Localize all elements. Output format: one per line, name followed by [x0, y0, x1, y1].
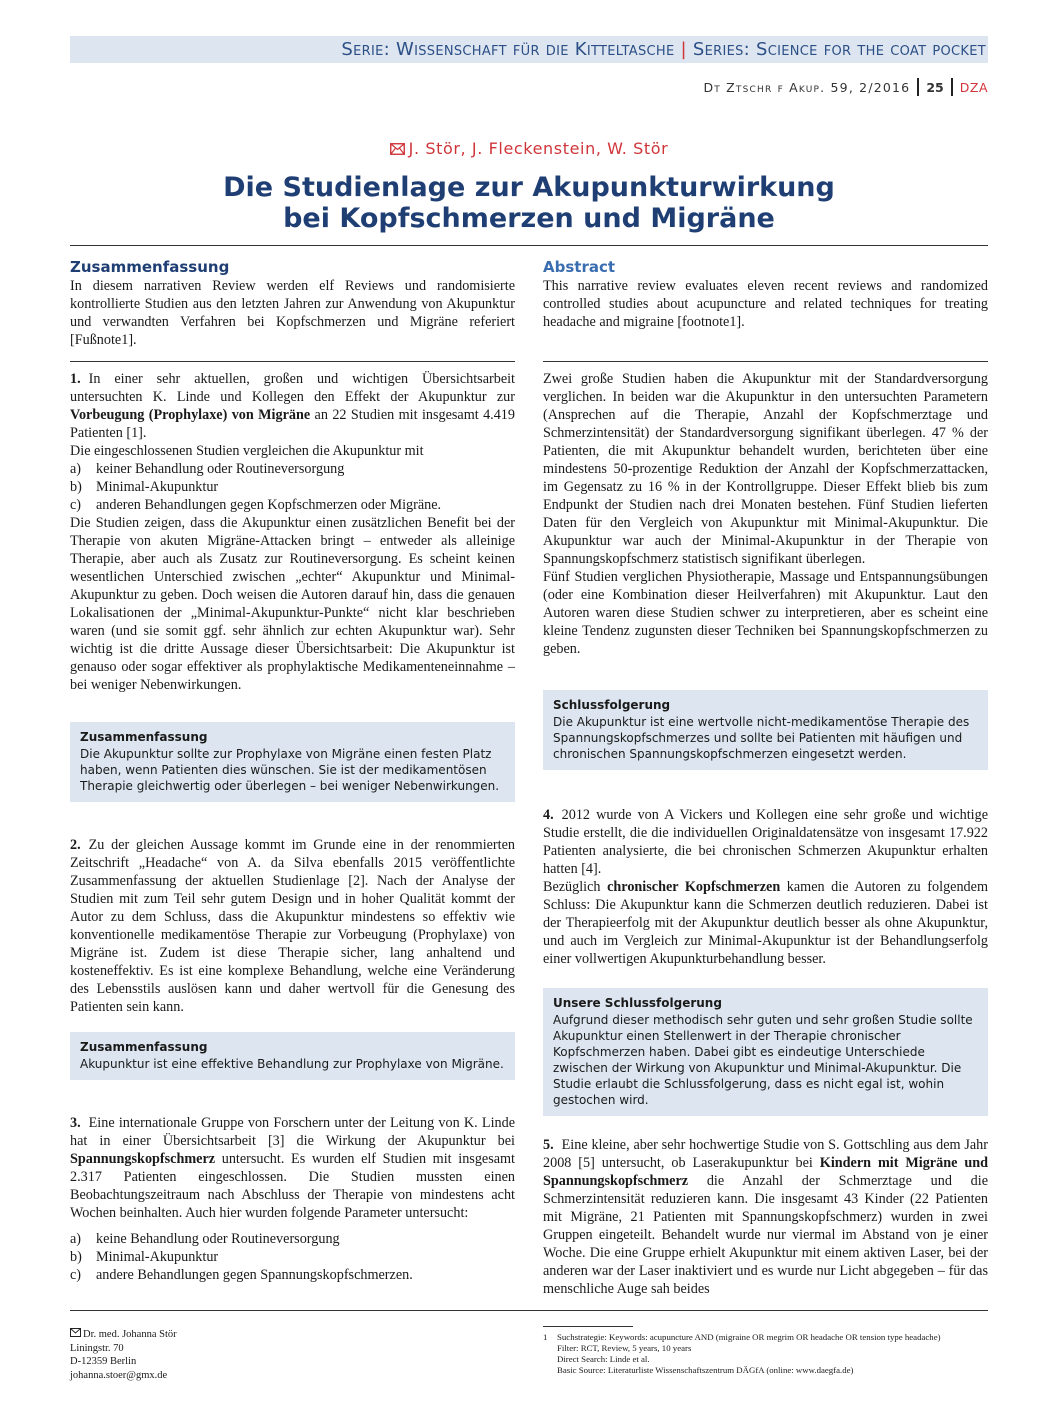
divider [951, 78, 953, 96]
abstract-de-text: In diesem narrativen Review werden elf Reviews und randomisierte kontrollierte Studien aus den letzten Jahren zur Anwendung von Akupunktur und verwandten Verfahren bei Kopfschmerzen und Migräne referiert [Fußnote1]. [70, 278, 515, 348]
title-line: bei Kopfschmerzen und Migräne [283, 203, 775, 234]
footnote-text: Direct Search: Linde et al. [557, 1354, 650, 1364]
series-title-de: Serie: Wissenschaft für die Kitteltasche [341, 39, 675, 60]
list-item [70, 460, 515, 478]
paragraph: Die Studien zeigen, dass die Akupunktur einen zusätzlichen Benefit bei der Therapie von akuten Migräne-Attacken bringt – entweder als alleinige Therapie, aber auch als Zusatz zur Routineversorgung. Es scheint keinen wesentlichen Unterschied zwischen „echter“ Akupunktur und Minimal-Akupunktur zu geben. Doch weisen die Autoren darauf hin, dass die genauen Lokalisationen der „Minimal-Akupunktur-Punkte“ nicht klar beschrieben waren (und sie somit ggf. sehr ähnlich zur echten Akupunktur war). Sehr wichtig ist die dritte Aussage dieser Übersichtsarbeit: Die Akupunktur ist genauso oder sogar effektiver als prophylaktische Medikamenteneinnahme – bei weniger Nebenwirkungen. [70, 515, 515, 693]
conclusion-box [543, 690, 988, 770]
list-label: c) [70, 497, 82, 513]
spacer [70, 1222, 515, 1230]
text: 2012 wurde von A Vickers und Kollegen eine sehr große und wichtige Studie erstellt, die die individuellen Originaldatensätze von insgesamt 17.922 Patienten analysierte, die bei chronischen Schmerzen Akupunktur erhalten hatten [4]. [543, 807, 988, 877]
paragraph [543, 878, 988, 968]
footnote-text: Filter: RCT, Review, 5 years, 10 years [557, 1343, 692, 1353]
footnote-text: Basic Source: Literaturliste Wissenschaftszentrum DÄGfA (online: www.daegfa.de) [557, 1365, 854, 1375]
abstract-en-text: This narrative review evaluates eleven recent reviews and randomized controlled studies about acupuncture and related techniques for treating headache and migraine [footnote1]. [543, 278, 988, 330]
footnote-line [543, 1343, 941, 1354]
footnote [543, 1332, 941, 1376]
section-number: 2. [70, 837, 81, 853]
text: an 22 Studien mit insgesamt 4.419 Patienten [1]. [70, 407, 515, 441]
right-section-4 [543, 806, 988, 968]
contact-line: Liningstr. 70 [70, 1342, 124, 1354]
footnote-text: Suchstrategie: Keywords: acupuncture AND (migraine OR megrim OR headache OR tension type headache) [557, 1332, 941, 1342]
list-label: c) [70, 1267, 82, 1283]
footnote-line [543, 1332, 941, 1343]
list-label: a) [70, 461, 82, 477]
left-section-3 [70, 1114, 515, 1284]
emphasis: chronischer Kopfschmerzen [607, 879, 781, 895]
list-label: a) [70, 1231, 82, 1247]
box-heading: Zusammenfassung [80, 730, 208, 744]
section-number: 4. [543, 807, 554, 823]
abstract-de-heading: Zusammenfassung [70, 258, 230, 276]
contact-line [70, 1328, 177, 1342]
paragraph [70, 836, 515, 1016]
text: In einer sehr aktuellen, großen und wichtigen Übersichtsarbeit untersuchten K. Linde und Kollegen den Effekt der Akupunktur zur [70, 371, 515, 405]
list-item [70, 1230, 515, 1248]
paragraph: Zwei große Studien haben die Akupunktur mit der Standardversorgung verglichen. In beiden war die Akupunktur in den untersuchten Parametern (Ansprechen auf die Therapie, Anzahl der Kopfschmerztage und Schmerzintensität) der Standardversorgung signifikant überlegen. 47 % der Patienten, die mit Akupunktur behandelt wurden, berichteten über eine mindestens 50-prozentige Reduktion der Anzahl der Kopfschmerzattacken, im Gegensatz zu 16 % in der Kontrollgruppe. Dieser Effekt blieb bis zum Endpunkt der Studien nach drei Monaten bestehen. Fünf Studien lieferten Daten für den Vergleich von Akupunktur mit Minimal-Akupunktur. Die Akupunktur war auch der Minimal-Akupunktur in der Therapie von Spannungskopfschmerz statistisch signifikant überlegen. [543, 371, 988, 567]
contact-email[interactable]: johanna.stoer@gmx.de [70, 1369, 168, 1381]
list-text: Minimal-Akupunktur [96, 1249, 219, 1265]
box-text: Die Akupunktur ist eine wertvolle nicht-medikamentöse Therapie des Spannungskopfschmerzes und sollte bei Patienten mit häufigen und chronischen Spannungskopfschmerzen eingesetzt werden. [553, 715, 970, 761]
authors: J. Stör, J. Fleckenstein, W. Stör [408, 139, 669, 158]
list-text: keine Behandlung oder Routineversorgung [96, 1231, 340, 1247]
emphasis: Spannungskopfschmerz [70, 1151, 216, 1167]
footer-rule [70, 1310, 988, 1311]
abstract-rule-right [543, 361, 988, 362]
paragraph [543, 806, 988, 878]
article-title [0, 172, 1058, 234]
list-label: b) [70, 479, 82, 495]
contact-name: Dr. med. Johanna Stör [83, 1329, 177, 1340]
footnote-line [543, 1354, 941, 1365]
emphasis: Vorbeugung (Prophylaxe) von Migräne [70, 407, 311, 423]
footnote-line [543, 1365, 941, 1376]
text: untersucht. Es wurden elf Studien mit insgesamt 2.317 Patienten eingeschlossen. Die Studien mussten einen Beobachtungszeitraum nach Abschluss der Therapie von mindestens acht Wochen beinhalten. Auch hier wurden folgende Parameter untersucht: [70, 1151, 515, 1221]
list-item [70, 1266, 515, 1284]
paragraph [543, 1136, 988, 1298]
author-line [0, 139, 1058, 158]
contact-line: D-12359 Berlin [70, 1356, 137, 1367]
summary-box [70, 1032, 515, 1080]
text: kamen die Autoren zu folgendem Schluss: Die Akupunktur kann die Schmerzen deutlich reduzieren. Dabei ist der Therapieerfolg mit der Akupunktur deutlich besser als ohne Akupunktur, und auch im Vergleich zur Minimal-Akupunktur ist der Behandlungserfolg einer vollwertigen Akupunkturbehandlung besser. [543, 879, 988, 967]
list-text: anderen Behandlungen gegen Kopfschmerzen oder Migräne. [96, 497, 442, 513]
list-item [70, 478, 515, 496]
box-text: Aufgrund dieser methodisch sehr guten und sehr großen Studie sollte Akupunktur einen Stellenwert in der Therapie chronischer Kopfschmerzen haben. Dabei gibt es eindeutige Unterschiede zwischen der Wirkung von Akupunktur und Minimal-Akupunktur. Die Studie erlaubt die Schlussfolgerung, dass es nicht egal ist, wohin gestochen wird. [553, 1013, 973, 1107]
paragraph: Die eingeschlossenen Studien vergleichen die Akupunktur mit [70, 443, 424, 459]
page-number: 25 [926, 79, 944, 95]
right-section-5 [543, 1136, 988, 1298]
envelope-icon [70, 1328, 81, 1337]
text: Eine kleine, aber sehr hochwertige Studie von S. Gottschling aus dem Jahr 2008 [5] untersucht, ob Laserakupunktur bei [543, 1137, 988, 1171]
left-section-2 [70, 836, 515, 1016]
list-text: andere Behandlungen gegen Spannungskopfschmerzen. [96, 1267, 413, 1283]
list-text: keiner Behandlung oder Routineversorgung [96, 461, 345, 477]
list-item [70, 496, 515, 514]
paragraph [70, 1114, 515, 1222]
box-heading: Schlussfolgerung [553, 698, 671, 712]
list-text: Minimal-Akupunktur [96, 479, 219, 495]
emphasis: Kindern mit Migräne und Spannungskopfschmerz [543, 1155, 988, 1189]
series-separator: | [680, 39, 687, 60]
list-item [70, 1248, 515, 1266]
paragraph [70, 370, 515, 442]
text: Zu der gleichen Aussage kommt im Grunde eine in der renommierten Zeitschrift „Headache“ von A. da Silva ebenfalls 2015 veröffentlichte Zusammenfassung der aktuellen Studienlage [2]. Nach der Analyse der Studien mit zum Teil sehr gutem Design und in hoher Qualität kommt der Autor zu dem Schluss, dass die Akupunktur mindestens so effektiv wie konventionelle medikamentöse Therapie zur Vorbeugung (Prophylaxe) von Migräne ist. Zudem ist diese Therapie sicher, lang anhaltend und kosteneffektiv. Es ist eine komplexe Behandlung, welche eine Veränderung des Lebensstils auslösen kann und daher wertvoll für die Genesung des Patienten sein kann. [70, 837, 515, 1015]
summary-box [70, 722, 515, 802]
text: die Anzahl der Schmerztage und die Schmerzintensität reduzieren kann. Die insgesamt 43 Kinder (22 Patienten mit Migräne, 21 Patienten mit Spannungskopfschmerz) wurden in zwei Gruppen eingeteilt. Behandelt wurde nur viermal im Abstand von je einer Woche. Die eine Gruppe erhielt Akupunktur mit einem aktiven Laser, bei der anderen war der Laser inaktiviert und es wurde nur Licht abgegeben – für das menschliche Auge sah beides [543, 1173, 988, 1297]
section-number: 3. [70, 1115, 81, 1131]
footnote-number: 1 [543, 1332, 548, 1342]
section-number: 1. [70, 371, 81, 387]
section-number: 5. [543, 1137, 554, 1153]
box-text: Akupunktur ist eine effektive Behandlung zur Prophylaxe von Migräne. [80, 1057, 504, 1071]
text: Bezüglich [543, 879, 608, 895]
abstract-rule-left [70, 361, 515, 362]
series-title-en: Series: Science for the coat pocket [692, 39, 986, 60]
title-line: Die Studienlage zur Akupunkturwirkung [223, 172, 835, 203]
footnote-rule [543, 1326, 633, 1327]
envelope-icon [390, 143, 405, 155]
contact-address [70, 1328, 177, 1382]
paragraph: Fünf Studien verglichen Physiotherapie, Massage und Entspannungsübungen (oder eine Kombination dieser Heilverfahren) mit Akupunktur. Laut den Autoren waren diese Studien schwer zu interpretieren, aber es scheint eine kleine Tendenz zugunsten dieser Techniken bei Spannungskopfschmerzen zu geben. [543, 569, 988, 657]
conclusion-box [543, 988, 988, 1116]
list-label: b) [70, 1249, 82, 1265]
series-banner [70, 36, 988, 63]
divider [917, 78, 919, 96]
box-heading: Zusammenfassung [80, 1040, 208, 1054]
text: Eine internationale Gruppe von Forschern unter der Leitung von K. Linde hat in einer Übersichtsarbeit [3] die Wirkung der Akupunktur bei [70, 1115, 515, 1149]
box-text: Die Akupunktur sollte zur Prophylaxe von Migräne einen festen Platz haben, wenn Patienten dies wünschen. Sie ist der medikamentösen Therapie gleichwertig oder überlegen – bei weniger Nebenwirkungen. [80, 747, 500, 793]
title-rule [70, 245, 988, 246]
left-section-1 [70, 370, 515, 694]
box-heading: Unsere Schlussfolgerung [553, 996, 722, 1010]
right-section-3-cont [543, 370, 988, 658]
journal-citation [703, 78, 988, 96]
journal-abbrev: DZA [959, 79, 988, 95]
journal-name: Dt Ztschr f Akup. 59, 2/2016 [703, 79, 911, 95]
abstract-en-heading: Abstract [543, 258, 616, 276]
